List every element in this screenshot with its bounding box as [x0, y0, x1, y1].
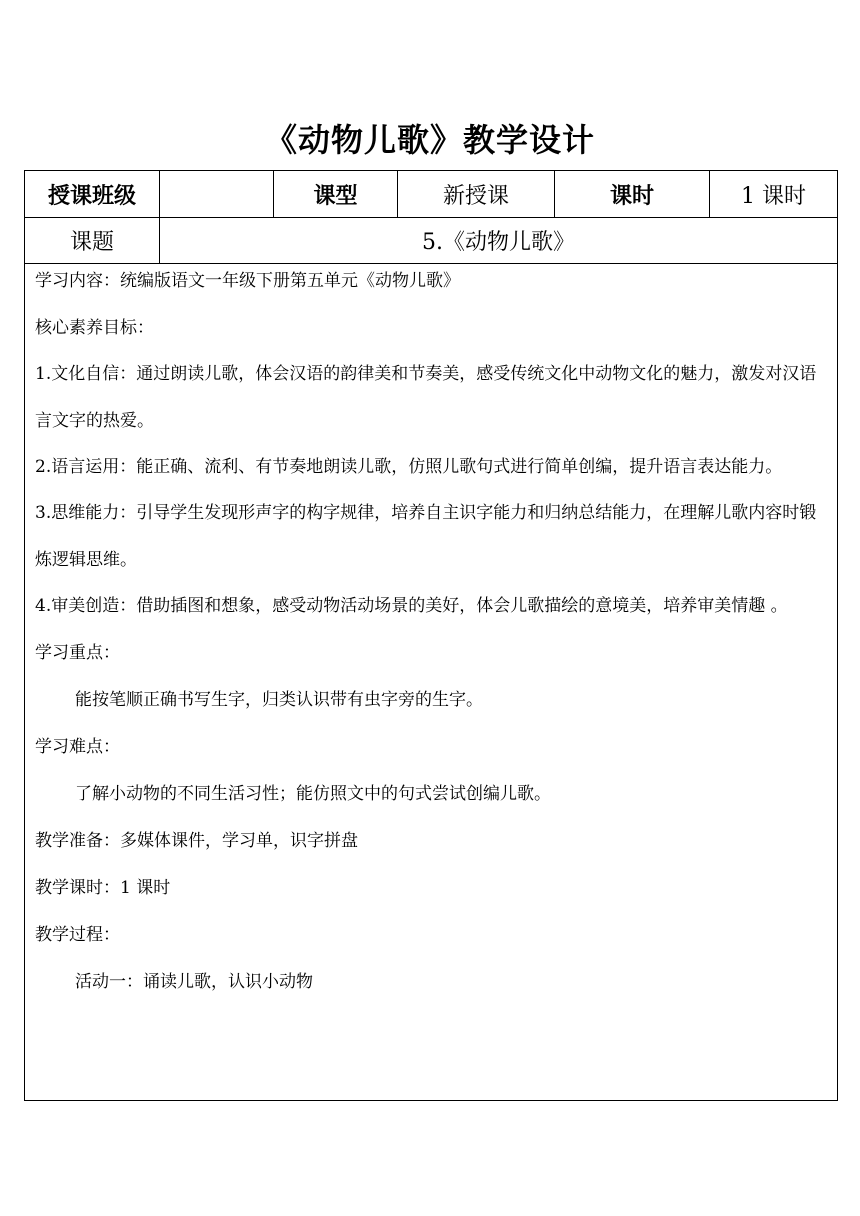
goal-1: 1.文化自信：通过朗读儿歌，体会汉语的韵律美和节奏美，感受传统文化中动物文化的魅力，激发对汉语言文字的热爱。: [35, 364, 817, 431]
class-label: 授课班级: [47, 183, 136, 209]
core-goals-heading: 核心素养目标：: [35, 318, 154, 338]
goal-3: 3.思维能力：引导学生发现形声字的构字规律，培养自主识字能力和归纳总结能力，在理解儿歌内容时锻炼逻辑思维。: [35, 503, 817, 570]
learning-content: 学习内容：统编版语文一年级下册第五单元《动物儿歌》: [35, 271, 460, 291]
lesson-plan-table: [24, 170, 838, 1101]
activity-1: 活动一：诵读儿歌，认识小动物: [75, 972, 313, 992]
goal-2: 2.语言运用：能正确、流利、有节奏地朗读儿歌，仿照儿歌句式进行简单创编，提升语言表达能力。: [35, 457, 783, 477]
topic-label: 课题: [69, 230, 114, 255]
type-value: 新授课: [442, 183, 509, 209]
key-points-heading: 学习重点：: [35, 643, 120, 663]
key-points: 能按笔顺正确书写生字，归类认识带有虫字旁的生字。: [75, 690, 483, 710]
preparation: 教学准备：多媒体课件，学习单，识字拼盘: [35, 831, 358, 851]
row-divider: [25, 263, 837, 264]
process-heading: 教学过程：: [35, 925, 120, 945]
class-value: [160, 171, 273, 217]
topic-value: 5.《动物儿歌》: [422, 230, 575, 255]
type-label: 课型: [313, 183, 358, 209]
difficulties-heading: 学习难点：: [35, 737, 120, 757]
hours-value: 1 课时: [741, 183, 806, 209]
document-title: 《动物儿歌》教学设计: [264, 121, 595, 159]
hours-label: 课时: [609, 183, 654, 209]
difficulties: 了解小动物的不同生活习性；能仿照文中的句式尝试创编儿歌。: [75, 784, 551, 804]
class-hours: 教学课时：1 课时: [35, 878, 171, 898]
lesson-content: [35, 269, 825, 1017]
goal-4: 4.审美创造：借助插图和想象，感受动物活动场景的美好，体会儿歌描绘的意境美，培养审美情趣 。: [35, 596, 788, 616]
